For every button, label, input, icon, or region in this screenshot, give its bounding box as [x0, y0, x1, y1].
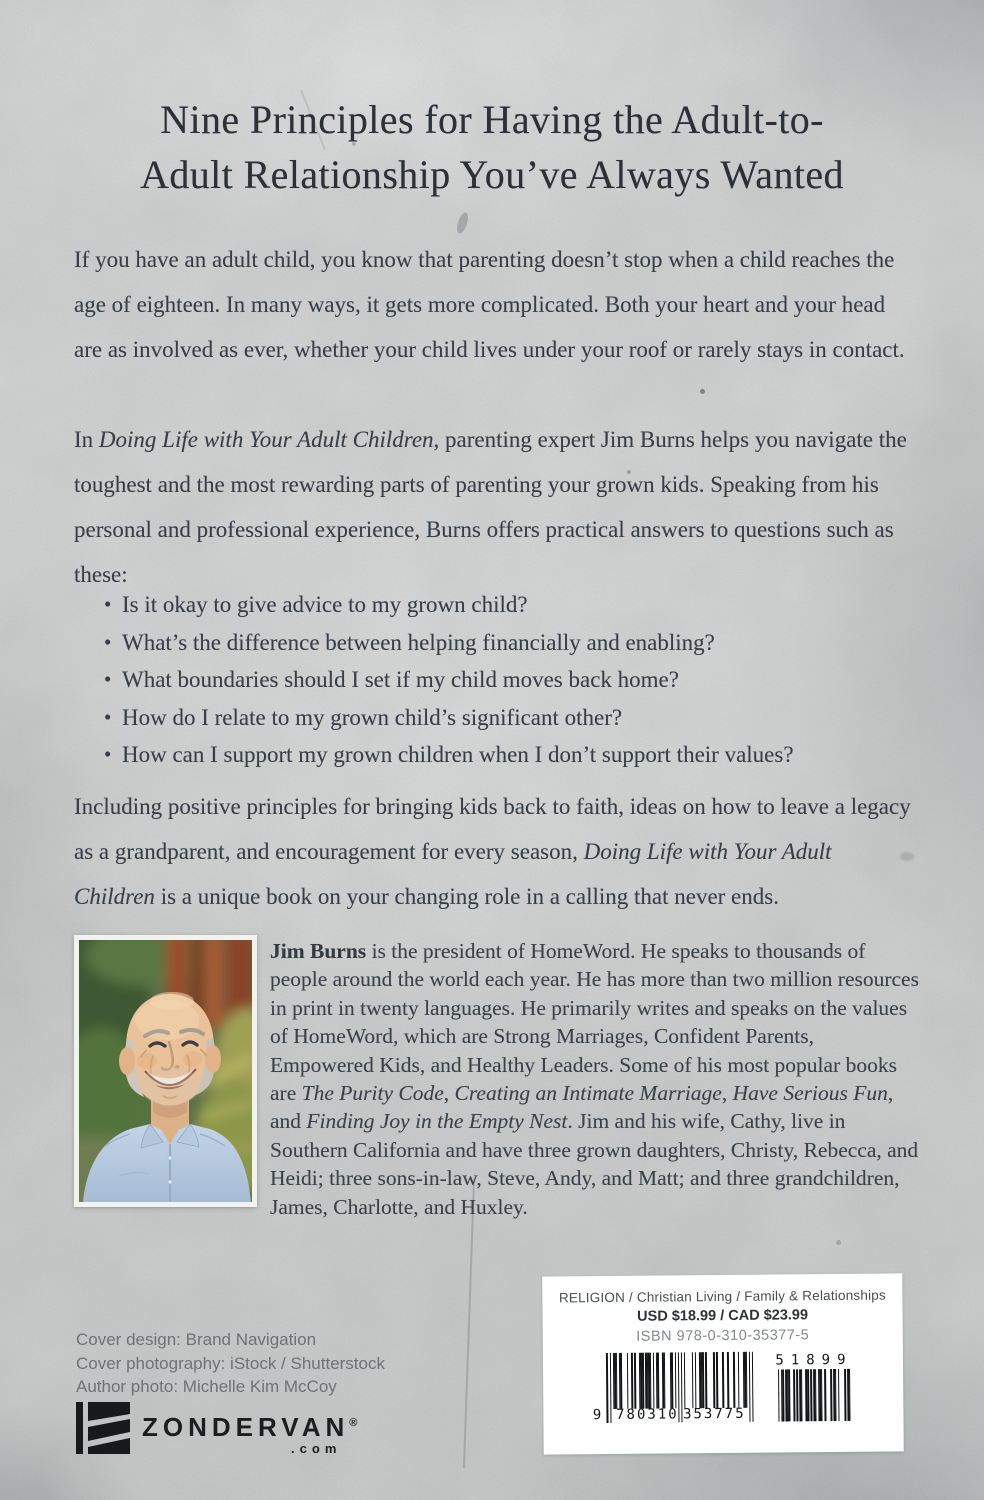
ean-barcode — [593, 1352, 754, 1423]
author-bio — [270, 937, 920, 1221]
question-bullet-list — [74, 586, 916, 774]
bullet-item: • Is it okay to give advice to my grown child? — [74, 586, 916, 624]
bullet-item: • What boundaries should I set if my child moves back home? — [74, 661, 916, 699]
zondervan-logo — [76, 1400, 357, 1456]
zondervan-logo-icon — [76, 1400, 130, 1456]
credits-block — [76, 1328, 385, 1399]
paragraph-text: , parenting expert Jim Burns helps you navigate the toughest and the most rewarding parts of parenting your grown kids. Speaking from his personal and professional experience, Burns offers practical answers to questions such as these: — [74, 427, 907, 587]
publisher-name — [142, 1408, 357, 1442]
ean-first-digit: 9 — [592, 1407, 602, 1424]
bio-text: , — [721, 1081, 733, 1106]
ean-digit-group: 780310 — [615, 1406, 679, 1423]
book-title: Have Serious Fun — [732, 1081, 888, 1106]
book-title: Creating an Intimate Marriage — [454, 1081, 722, 1106]
book-title: Finding Joy in the Empty Nest — [306, 1109, 568, 1134]
book-title: Doing Life with Your Adult Children — [74, 839, 832, 909]
headline-line-2: Adult Relationship You’ve Always Wanted — [140, 152, 844, 197]
ean-digits — [614, 1406, 748, 1423]
credit-line: Author photo: Michelle Kim McCoy — [76, 1377, 337, 1396]
bio-text: . Jim and his wife, Cathy, live in Southern California and have three grown daughters, Christy, Rebecca, and Heidi; three sons-in-law, Steve, Andy, and Matt; and three grandchildren, James, Charlotte, and Huxley. — [270, 1109, 919, 1219]
publisher-name-text: ZONDERVAN — [142, 1412, 350, 1442]
bio-text: is the president of HomeWord. He speaks to thousands of people around the world each year. He has more than two million resources in print in twenty languages. He primarily writes and speaks on the values of HomeWord, which are Strong Marriages, Confident Parents, Empowered Kids, and Healthy Leaders. Some of his most popular books are — [270, 939, 919, 1106]
registered-mark: ® — [349, 1417, 358, 1429]
closing-paragraph — [74, 784, 916, 919]
stain-speck — [700, 389, 705, 394]
credit-line: Cover design: Brand Navigation — [76, 1330, 317, 1349]
price: USD $18.99 / CAD $23.99 — [637, 1307, 809, 1325]
publisher-site: .com — [291, 1441, 342, 1456]
intro-paragraph: If you have an adult child, you know that parenting doesn’t stop when a child reaches the age of eighteen. In many ways, it gets more complicated. Both your heart and your head are as involved as ever, whether your child lives under your roof or rarely stays in contact. — [74, 247, 905, 362]
credit-line: Cover photography: iStock / Shutterstock — [76, 1353, 385, 1373]
bisac-category: RELIGION / Christian Living / Family & Relationships — [558, 1287, 886, 1306]
bullet-item: • What’s the difference between helping financially and enabling? — [74, 624, 916, 662]
bio-text: , — [443, 1081, 455, 1106]
ean-addon — [775, 1352, 853, 1422]
addon-digits: 51899 — [775, 1351, 853, 1369]
bio-text: , and — [270, 1081, 894, 1134]
paragraph-text: Including positive principles for bringing kids back to faith, ideas on how to leave a legacy as a grandparent, and encouragement for every season, — [74, 794, 911, 864]
book-description-paragraph — [74, 417, 916, 597]
headline — [0, 92, 984, 202]
stain-speck — [836, 1240, 841, 1245]
ean-digit-group: 353775 — [682, 1405, 746, 1423]
headline-line-1: Nine Principles for Having the Adult-to- — [160, 97, 824, 142]
paragraph-text: In — [74, 427, 99, 452]
bullet-item: • How can I support my grown children when I don’t support their values? — [74, 736, 916, 774]
paragraph-text: is a unique book on your changing role in a calling that never ends. — [154, 884, 779, 909]
isbn: ISBN 978-0-310-35377-5 — [636, 1327, 810, 1345]
book-title: The Purity Code — [301, 1081, 444, 1106]
stain-speck — [455, 211, 470, 235]
addon-bars — [778, 1369, 851, 1422]
bullet-item: • How do I relate to my grown child’s significant other? — [74, 699, 916, 737]
author-photo — [74, 935, 257, 1207]
book-title: Doing Life with Your Adult Children — [98, 427, 434, 452]
author-name: Jim Burns — [270, 939, 367, 963]
scratch-line — [463, 1178, 475, 1468]
barcode-panel — [542, 1273, 904, 1454]
